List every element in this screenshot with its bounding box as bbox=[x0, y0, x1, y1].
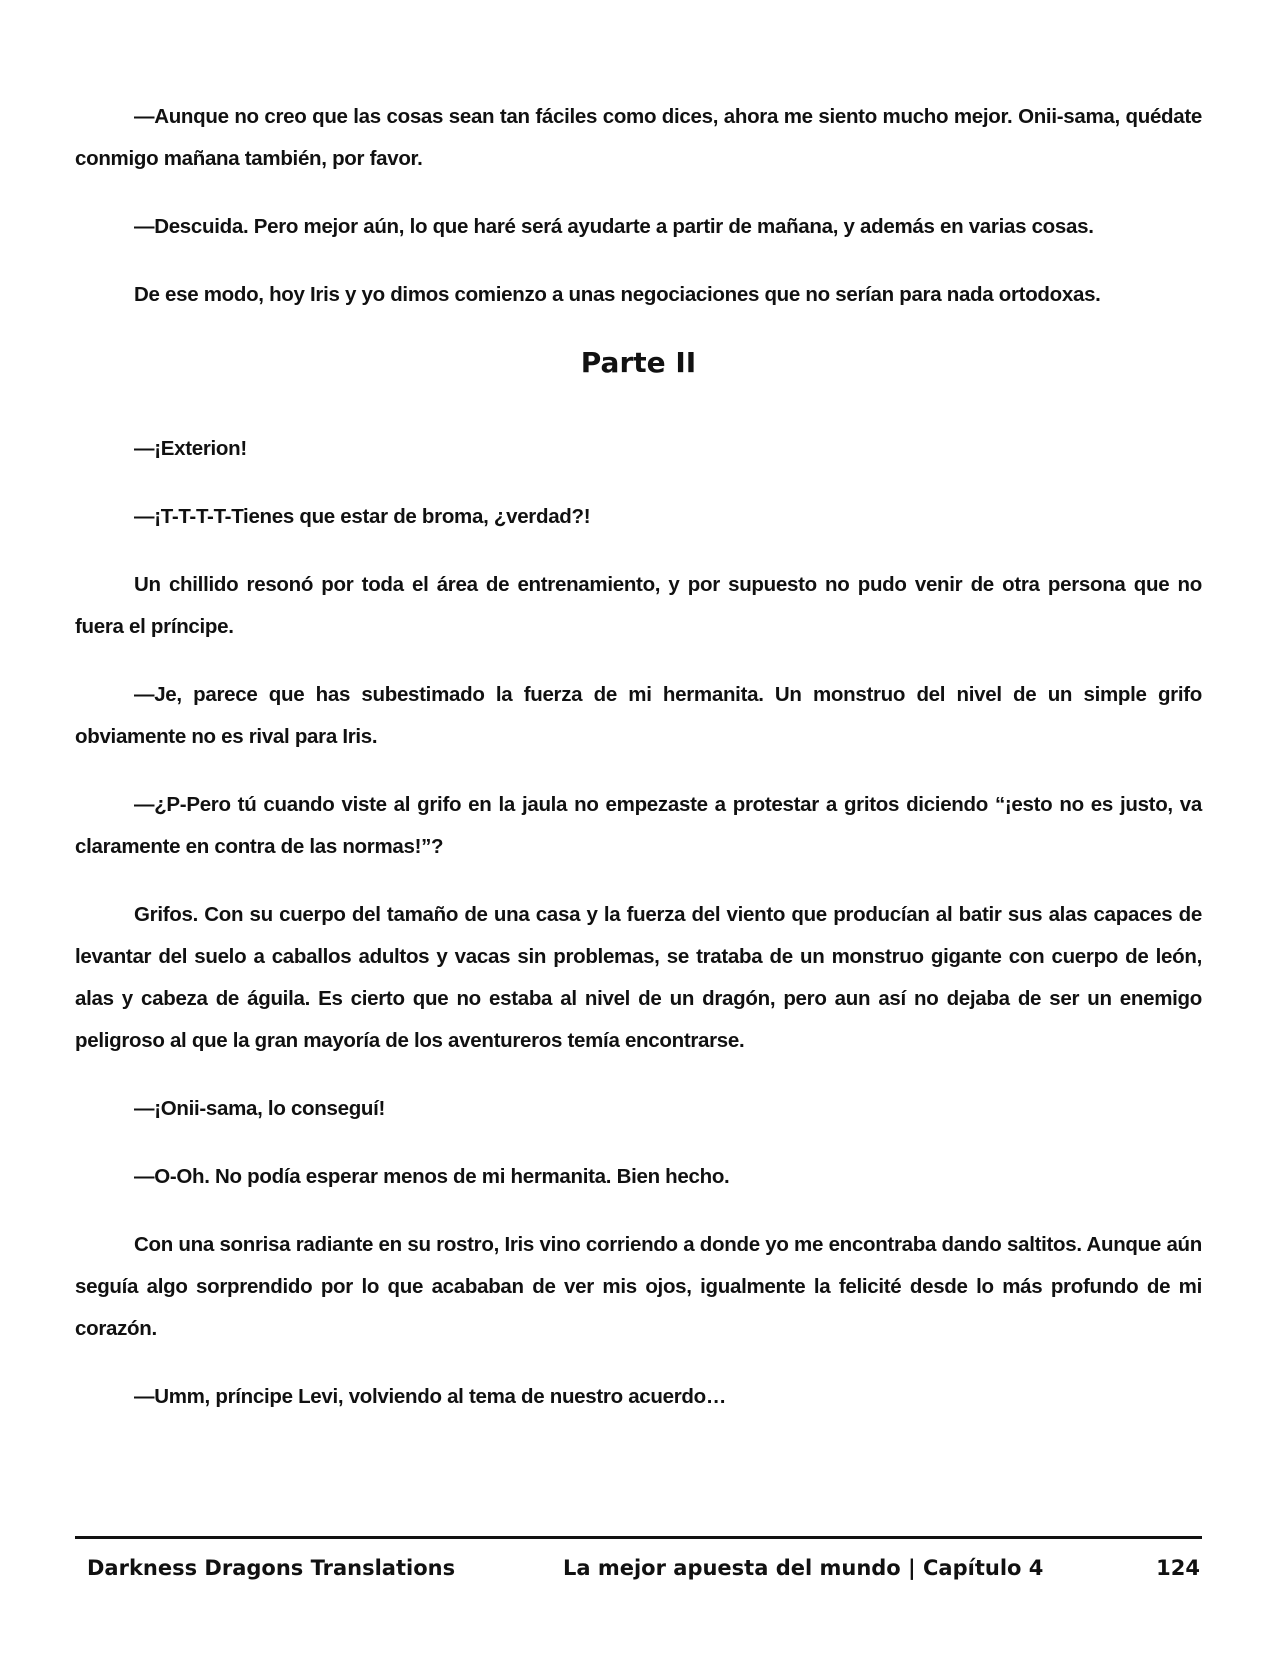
footer-page-number: 124 bbox=[1156, 1556, 1200, 1580]
section-title: Parte II bbox=[580, 346, 697, 379]
footer-translator-credit: Darkness Dragons Translations bbox=[87, 1556, 456, 1580]
paragraph: —¿P-Pero tú cuando viste al grifo en la jaula no empezaste a protestar a gritos diciendo “¡esto no es justo, va claramente en contra de las normas!”? bbox=[75, 793, 1202, 858]
paragraph: —Aunque no creo que las cosas sean tan fáciles como dices, ahora me siento mucho mejor. Onii-sama, quédate conmigo mañana también, por favor. bbox=[75, 105, 1202, 170]
paragraph: —O-Oh. No podía esperar menos de mi hermanita. Bien hecho. bbox=[134, 1165, 730, 1188]
paragraph: Un chillido resonó por toda el área de entrenamiento, y por supuesto no pudo venir de otra persona que no fuera el príncipe. bbox=[75, 573, 1202, 638]
page-content bbox=[75, 96, 1202, 1444]
paragraph: —¡T-T-T-T-Tienes que estar de broma, ¿verdad?! bbox=[134, 505, 591, 528]
paragraph: —Umm, príncipe Levi, volviendo al tema de nuestro acuerdo… bbox=[134, 1385, 727, 1408]
paragraph: Grifos. Con su cuerpo del tamaño de una casa y la fuerza del viento que producían al batir sus alas capaces de levantar del suelo a caballos adultos y vacas sin problemas, se trataba de un monstruo gigante con cuerpo de león, alas y cabeza de águila. Es cierto que no estaba al nivel de un dragón, pero aun así no dejaba de ser un enemigo peligroso al que la gran mayoría de los aventureros temía encontrarse. bbox=[75, 903, 1202, 1052]
page-footer bbox=[75, 1550, 1202, 1586]
paragraph: De ese modo, hoy Iris y yo dimos comienzo a unas negociaciones que no serían para nada ortodoxas. bbox=[134, 283, 1101, 306]
paragraph: —¡Exterion! bbox=[134, 437, 247, 460]
footer-divider bbox=[75, 1536, 1202, 1539]
paragraph: —¡Onii-sama, lo conseguí! bbox=[134, 1097, 386, 1120]
paragraph: —Descuida. Pero mejor aún, lo que haré será ayudarte a partir de mañana, y además en varias cosas. bbox=[134, 215, 1094, 238]
paragraph: —Je, parece que has subestimado la fuerza de mi hermanita. Un monstruo del nivel de un simple grifo obviamente no es rival para Iris. bbox=[75, 683, 1202, 748]
paragraph: Con una sonrisa radiante en su rostro, Iris vino corriendo a donde yo me encontraba dando saltitos. Aunque aún seguía algo sorprendido por lo que acababan de ver mis ojos, igualmente la felicité desde lo más profundo de mi corazón. bbox=[75, 1233, 1202, 1340]
footer-chapter-title: La mejor apuesta del mundo | Capítulo 4 bbox=[563, 1556, 1044, 1580]
